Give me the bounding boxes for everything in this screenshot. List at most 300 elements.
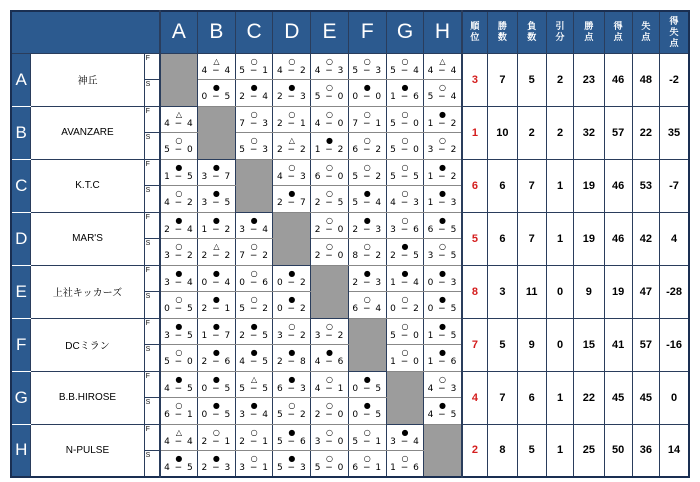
match-score: 5 − 3 (276, 463, 307, 473)
match-result (348, 239, 386, 266)
stat-losses: 9 (517, 318, 546, 371)
match-result (160, 239, 198, 266)
match-score: 8 − 2 (352, 251, 383, 262)
result-mark: ○ (250, 136, 258, 146)
match-result (311, 398, 349, 425)
match-result (386, 106, 424, 133)
match-score: 3 − 2 (164, 251, 194, 262)
row-label: A (11, 53, 31, 106)
match-result (235, 106, 273, 133)
result-mark: ● (212, 321, 220, 331)
match-result (160, 398, 198, 425)
result-mark: ● (438, 189, 446, 199)
match-score: 4 − 3 (314, 65, 345, 76)
result-mark: ● (363, 401, 371, 411)
match-score: 0 − 3 (427, 277, 458, 288)
result-mark: ○ (250, 268, 258, 278)
stat-gd: -7 (660, 159, 689, 212)
stat-losses: 6 (517, 371, 546, 424)
match-score: 5 − 4 (390, 65, 420, 76)
match-result (348, 80, 386, 107)
result-mark: ● (175, 321, 183, 331)
stat-header-losses (517, 11, 546, 53)
table-row (11, 212, 689, 239)
stat-ga: 36 (632, 424, 659, 477)
result-mark: ● (438, 109, 446, 119)
result-mark: ○ (401, 348, 409, 358)
stat-gf: 57 (604, 106, 632, 159)
col-header-a: A (160, 11, 198, 53)
match-result (198, 318, 236, 345)
result-mark: ○ (288, 401, 296, 411)
result-mark: ● (438, 268, 446, 278)
match-score: 2 − 5 (314, 198, 345, 209)
match-result (348, 212, 386, 239)
table-row (11, 159, 689, 186)
match-result (424, 318, 462, 345)
result-mark: ● (250, 215, 258, 225)
match-score: 4 − 5 (164, 463, 194, 473)
result-mark: ○ (326, 321, 334, 331)
stat-points: 19 (574, 212, 604, 265)
result-mark: ● (363, 189, 371, 199)
match-result (235, 265, 273, 292)
result-mark: ○ (175, 189, 183, 199)
stat-header-text: 得 失 点 (669, 15, 679, 48)
match-score: 2 − 4 (164, 224, 194, 235)
result-mark: ○ (363, 242, 371, 252)
match-score: 6 − 1 (164, 410, 194, 421)
header-row (11, 11, 689, 53)
self-match-cell (235, 159, 273, 212)
stat-points: 9 (574, 265, 604, 318)
match-result (198, 398, 236, 425)
result-mark: ● (212, 348, 220, 358)
result-mark: ○ (401, 162, 409, 172)
match-result (198, 212, 236, 239)
match-result (348, 186, 386, 213)
match-score: 1 − 0 (390, 357, 420, 368)
result-mark: ● (401, 427, 409, 437)
result-mark: ● (438, 401, 446, 411)
result-mark: ○ (363, 136, 371, 146)
match-result (235, 53, 273, 80)
match-result (348, 159, 386, 186)
match-score: 4 − 4 (427, 65, 458, 76)
stat-ga: 57 (632, 318, 659, 371)
match-score: 4 − 3 (427, 383, 458, 394)
match-score: 2 − 3 (352, 224, 383, 235)
half-label: S (144, 80, 160, 107)
match-score: 5 − 3 (239, 145, 269, 156)
match-score: 0 − 2 (276, 304, 307, 315)
self-match-cell (424, 424, 462, 477)
stat-gf: 41 (604, 318, 632, 371)
stat-ga: 22 (632, 106, 659, 159)
result-mark: ○ (250, 109, 258, 119)
match-result (273, 133, 311, 160)
result-mark: ○ (250, 56, 258, 66)
match-score: 5 − 0 (390, 145, 420, 156)
table-row (11, 371, 689, 398)
result-mark: ○ (401, 454, 409, 463)
match-result (160, 451, 198, 478)
stat-header-wins (488, 11, 517, 53)
match-result (311, 371, 349, 398)
result-mark: ● (250, 401, 258, 411)
stat-draws: 2 (546, 53, 573, 106)
match-result (273, 345, 311, 372)
match-score: 7 − 3 (239, 118, 269, 129)
result-mark: ○ (212, 427, 220, 437)
match-result (160, 159, 198, 186)
match-score: 4 − 5 (164, 383, 194, 394)
result-mark: ● (288, 374, 296, 384)
result-mark: ● (438, 321, 446, 331)
result-mark: ● (401, 242, 409, 252)
result-mark: △ (439, 56, 446, 66)
half-label: S (144, 239, 160, 266)
stat-gf: 46 (604, 53, 632, 106)
stat-points: 15 (574, 318, 604, 371)
match-score: 0 − 6 (239, 277, 269, 288)
result-mark: ○ (326, 83, 334, 93)
match-result (198, 371, 236, 398)
stat-ga: 45 (632, 371, 659, 424)
stat-ga: 53 (632, 159, 659, 212)
match-result (198, 239, 236, 266)
match-result (424, 106, 462, 133)
match-result (235, 133, 273, 160)
match-score: 0 − 5 (201, 383, 232, 394)
self-match-cell (311, 265, 349, 318)
result-mark: ● (438, 162, 446, 172)
match-result (235, 398, 273, 425)
match-result (386, 239, 424, 266)
table-row (11, 265, 689, 292)
col-header-e: E (311, 11, 349, 53)
row-label: C (11, 159, 31, 212)
stat-losses: 7 (517, 212, 546, 265)
stat-header-gf (604, 11, 632, 53)
match-result (424, 80, 462, 107)
match-score: 5 − 5 (390, 171, 420, 182)
match-result (160, 345, 198, 372)
match-score: 1 − 7 (201, 330, 232, 341)
result-mark: ● (212, 401, 220, 411)
result-mark: ● (401, 83, 409, 93)
stat-gd: -28 (660, 265, 689, 318)
result-mark: ● (212, 215, 220, 225)
match-result (424, 133, 462, 160)
stat-points: 23 (574, 53, 604, 106)
result-mark: ● (326, 348, 334, 358)
match-result (348, 424, 386, 451)
col-header-c: C (235, 11, 273, 53)
match-result (198, 80, 236, 107)
match-score: 1 − 2 (427, 118, 458, 129)
result-mark: ○ (250, 242, 258, 252)
match-result (273, 451, 311, 478)
stat-losses: 11 (517, 265, 546, 318)
match-result (235, 212, 273, 239)
match-result (273, 186, 311, 213)
match-score: 3 − 6 (390, 224, 420, 235)
result-mark: ● (326, 136, 334, 146)
result-mark: ○ (401, 215, 409, 225)
stat-header-text: 負 数 (527, 21, 537, 43)
match-score: 1 − 2 (314, 145, 345, 156)
match-score: 2 − 0 (314, 251, 345, 262)
half-label: S (144, 133, 160, 160)
result-mark: ○ (363, 427, 371, 437)
match-score: 0 − 5 (201, 92, 232, 103)
stat-draws: 1 (546, 371, 573, 424)
match-result (198, 292, 236, 319)
result-mark: ● (250, 83, 258, 93)
match-result (386, 265, 424, 292)
match-result (348, 133, 386, 160)
stat-header-ga (632, 11, 659, 53)
match-result (311, 318, 349, 345)
half-label: F (144, 159, 160, 186)
match-result (235, 239, 273, 266)
match-score: 1 − 2 (201, 224, 232, 235)
match-score: 1 − 3 (427, 198, 458, 209)
match-score: 5 − 6 (276, 436, 307, 447)
match-score: 2 − 4 (239, 92, 269, 103)
result-mark: ○ (326, 189, 334, 199)
result-mark: ○ (438, 374, 446, 384)
match-result (198, 451, 236, 478)
result-mark: ● (438, 295, 446, 305)
col-header-f: F (348, 11, 386, 53)
match-result (160, 106, 198, 133)
match-score: 7 − 2 (239, 251, 269, 262)
match-result (386, 345, 424, 372)
match-result (311, 186, 349, 213)
result-mark: ○ (363, 56, 371, 66)
match-score: 3 − 4 (239, 410, 269, 421)
match-result (311, 159, 349, 186)
stat-wins: 5 (488, 318, 517, 371)
match-score: 5 − 1 (352, 436, 383, 447)
match-score: 3 − 5 (201, 198, 232, 209)
match-score: 4 − 2 (276, 65, 307, 76)
match-score: 5 − 1 (239, 65, 269, 76)
half-label: S (144, 292, 160, 319)
result-mark: ○ (401, 136, 409, 146)
match-score: 2 − 3 (276, 92, 307, 103)
row-label: B (11, 106, 31, 159)
match-result (424, 159, 462, 186)
match-result (386, 451, 424, 478)
match-score: 2 − 7 (276, 198, 307, 209)
result-mark: ● (288, 268, 296, 278)
stat-gd: 0 (660, 371, 689, 424)
stat-rank: 5 (462, 212, 488, 265)
result-mark: ○ (326, 401, 334, 411)
stat-header-rank (462, 11, 488, 53)
match-result (273, 318, 311, 345)
result-mark: ○ (175, 348, 183, 358)
match-result (273, 371, 311, 398)
match-result (235, 318, 273, 345)
match-result (386, 80, 424, 107)
match-score: 0 − 5 (164, 304, 194, 315)
stat-header-text: 勝 点 (584, 21, 594, 43)
table-row (11, 106, 689, 133)
stat-points: 25 (574, 424, 604, 477)
result-mark: ○ (438, 83, 446, 93)
match-score: 1 − 2 (427, 171, 458, 182)
self-match-cell (273, 212, 311, 265)
match-score: 0 − 5 (201, 410, 232, 421)
stat-gf: 46 (604, 212, 632, 265)
match-result (311, 451, 349, 478)
match-score: 1 − 6 (390, 92, 420, 103)
stat-rank: 4 (462, 371, 488, 424)
match-result (160, 424, 198, 451)
stat-wins: 8 (488, 424, 517, 477)
match-score: 1 − 5 (164, 171, 194, 182)
stat-gf: 50 (604, 424, 632, 477)
result-mark: ● (212, 83, 220, 93)
match-result (273, 265, 311, 292)
result-mark: ○ (250, 427, 258, 437)
match-score: 2 − 8 (276, 357, 307, 368)
col-header-b: B (198, 11, 236, 53)
stat-losses: 7 (517, 159, 546, 212)
match-result (386, 424, 424, 451)
match-result (198, 159, 236, 186)
match-score: 2 − 6 (201, 357, 232, 368)
result-mark: △ (213, 242, 220, 252)
stat-rank: 8 (462, 265, 488, 318)
stat-points: 19 (574, 159, 604, 212)
match-result (273, 292, 311, 319)
stat-draws: 1 (546, 424, 573, 477)
result-mark: ● (250, 348, 258, 358)
result-mark: ● (175, 162, 183, 172)
match-result (273, 398, 311, 425)
match-result (198, 265, 236, 292)
match-score: 2 − 3 (352, 277, 383, 288)
row-label: H (11, 424, 31, 477)
match-result (311, 106, 349, 133)
league-table (10, 10, 690, 478)
match-result (160, 133, 198, 160)
half-label: F (144, 318, 160, 345)
match-result (311, 80, 349, 107)
match-result (160, 186, 198, 213)
stat-draws: 2 (546, 106, 573, 159)
match-result (424, 345, 462, 372)
match-score: 6 − 2 (352, 145, 383, 156)
result-mark: ● (288, 348, 296, 358)
result-mark: ○ (326, 162, 334, 172)
match-result (348, 292, 386, 319)
team-name: N-PULSE (31, 424, 144, 477)
match-score: 6 − 3 (276, 383, 307, 394)
match-result (348, 265, 386, 292)
match-result (198, 424, 236, 451)
col-header-g: G (386, 11, 424, 53)
half-label: F (144, 371, 160, 398)
match-score: 5 − 0 (390, 118, 420, 129)
match-score: 2 − 1 (201, 436, 232, 447)
corner-cell (11, 11, 160, 53)
result-mark: ○ (175, 401, 183, 411)
match-result (160, 212, 198, 239)
result-mark: ○ (401, 321, 409, 331)
result-mark: ○ (363, 109, 371, 119)
match-score: 5 − 5 (239, 383, 269, 394)
result-mark: ○ (401, 56, 409, 66)
stat-gf: 45 (604, 371, 632, 424)
match-result (235, 371, 273, 398)
match-score: 5 − 0 (390, 330, 420, 341)
match-score: 5 − 4 (427, 92, 458, 103)
stat-header-draws (546, 11, 573, 53)
result-mark: ○ (401, 295, 409, 305)
table-row (11, 318, 689, 345)
half-label: F (144, 53, 160, 80)
result-mark: ○ (363, 162, 371, 172)
team-name: DCミラン (31, 318, 144, 371)
self-match-cell (386, 371, 424, 424)
stat-header-text: 順 位 (470, 21, 480, 43)
match-score: 4 − 5 (427, 410, 458, 421)
result-mark: ● (288, 427, 296, 437)
stat-draws: 0 (546, 265, 573, 318)
row-label: E (11, 265, 31, 318)
result-mark: ● (175, 454, 183, 463)
table-row (11, 424, 689, 451)
result-mark: ○ (326, 56, 334, 66)
match-result (235, 424, 273, 451)
match-score: 3 − 2 (427, 145, 458, 156)
match-result (235, 345, 273, 372)
match-score: 5 − 2 (239, 304, 269, 315)
match-result (424, 371, 462, 398)
result-mark: ● (288, 454, 296, 463)
stat-header-text: 得 点 (613, 21, 623, 43)
result-mark: ● (212, 295, 220, 305)
match-score: 2 − 0 (314, 224, 345, 235)
match-result (235, 292, 273, 319)
self-match-cell (160, 53, 198, 106)
match-score: 7 − 1 (352, 118, 383, 129)
result-mark: ● (288, 83, 296, 93)
result-mark: ● (212, 454, 220, 463)
stat-wins: 7 (488, 371, 517, 424)
stat-header-text: 引 分 (555, 21, 565, 43)
result-mark: △ (288, 136, 295, 146)
half-label: S (144, 398, 160, 425)
match-score: 3 − 4 (164, 277, 194, 288)
match-score: 5 − 0 (314, 463, 345, 473)
match-score: 6 − 5 (427, 224, 458, 235)
stat-ga: 42 (632, 212, 659, 265)
result-mark: ● (363, 83, 371, 93)
match-result (424, 398, 462, 425)
match-score: 3 − 5 (427, 251, 458, 262)
match-result (386, 133, 424, 160)
match-score: 0 − 5 (352, 383, 383, 394)
half-label: S (144, 345, 160, 372)
team-name: MAR'S (31, 212, 144, 265)
